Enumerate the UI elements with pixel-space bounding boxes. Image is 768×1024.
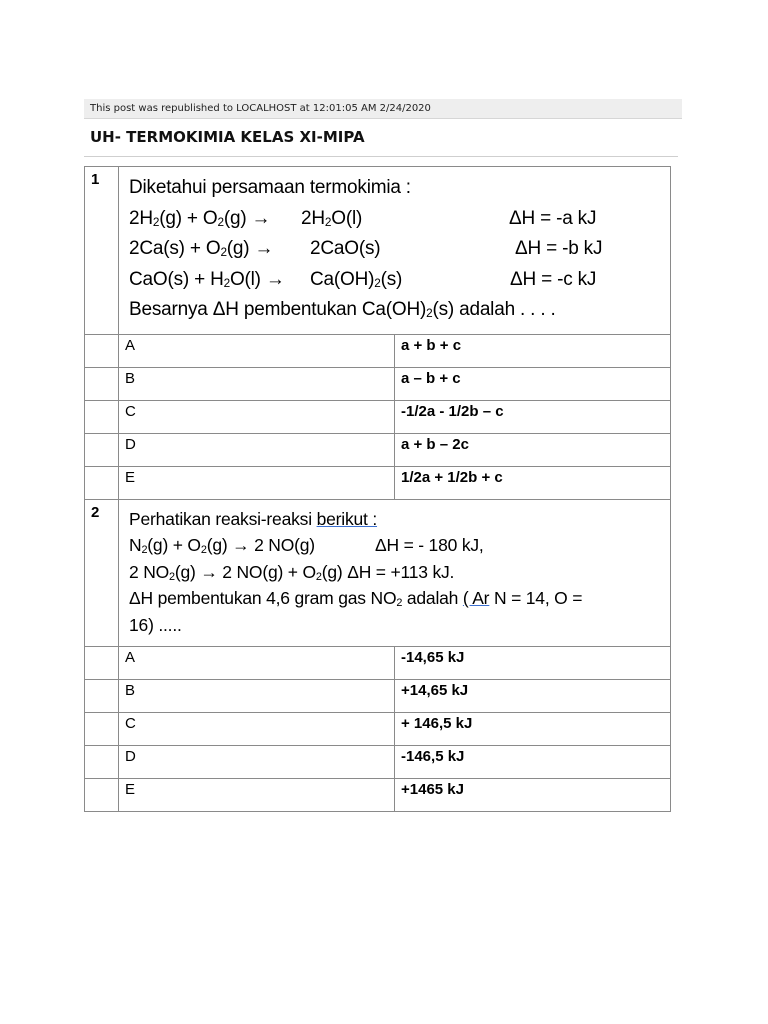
option-text: 1/2a + 1/2b + c	[395, 466, 671, 499]
equation-3: $CaO(s) + H_2O(l)$ → $Ca(OH)_2(s)$ ΔH = -c kJ	[129, 265, 660, 296]
question-row	[85, 499, 671, 647]
option-letter: E	[119, 779, 395, 812]
question-number: 2	[85, 499, 119, 647]
question-prompt-cont: 16) .....	[129, 614, 182, 635]
equation-1: $2H_2(g) + O_2(g)$ → $2H_2O(l)$ ΔH = -a kJ	[129, 204, 660, 235]
option-text: -14,65 kJ	[395, 647, 671, 680]
option-text: +1465 kJ	[395, 779, 671, 812]
question-text	[119, 167, 671, 335]
option-letter: C	[119, 713, 395, 746]
question-row	[85, 167, 671, 335]
equation-2: 2 $NO_2(g) \to 2$ $NO(g) + O_2(g) \Delta H = +113$ kJ.	[129, 561, 455, 583]
delta-h: ΔH = -b kJ	[515, 238, 603, 259]
option-text: +14,65 kJ	[395, 680, 671, 713]
option-letter: D	[119, 433, 395, 466]
option-letter: A	[119, 647, 395, 680]
option-letter: A	[119, 334, 395, 367]
option-letter: E	[119, 466, 395, 499]
option-row	[85, 367, 671, 400]
equation-1: $N_2(g) + O_2(g) \to 2$ NO(g) ΔH = - 180 kJ,	[129, 532, 660, 559]
republish-banner: This post was republished to LOCALHOST at 12:01:05 AM 2/24/2020	[84, 99, 682, 119]
question-prompt: Besarnya ΔH pembentukan $Ca(OH)_2(s)$ adalah . . . .	[129, 299, 556, 320]
option-text: a – b + c	[395, 367, 671, 400]
exam-table	[84, 166, 671, 812]
option-row	[85, 647, 671, 680]
option-row	[85, 433, 671, 466]
delta-h: ΔH = - 180 kJ,	[375, 535, 484, 555]
title-divider	[84, 156, 678, 157]
question-prompt: ΔH pembentukan 4,6 gram gas $NO_2$ adalah ( Ar N = 14, O =	[129, 588, 583, 609]
delta-h: ΔH = -c kJ	[510, 268, 597, 290]
option-text: + 146,5 kJ	[395, 713, 671, 746]
option-row	[85, 713, 671, 746]
page-title: UH- TERMOKIMIA KELAS XI-MIPA	[90, 128, 365, 146]
option-text: -1/2a - 1/2b – c	[395, 400, 671, 433]
option-row	[85, 680, 671, 713]
option-row	[85, 746, 671, 779]
question-intro: Perhatikan reaksi-reaksi berikut :	[129, 508, 378, 529]
option-row	[85, 466, 671, 499]
option-row	[85, 400, 671, 433]
option-text: a + b – 2c	[395, 433, 671, 466]
question-number: 1	[85, 167, 119, 335]
equation-2: $2Ca(s) + O_2(g)$ → 2CaO(s) ΔH = -b kJ	[129, 234, 660, 265]
option-row	[85, 334, 671, 367]
option-text: -146,5 kJ	[395, 746, 671, 779]
question-intro: Diketahui persamaan termokimia :	[129, 177, 411, 198]
question-text	[119, 499, 671, 647]
option-letter: B	[119, 680, 395, 713]
option-text: a + b + c	[395, 334, 671, 367]
option-letter: B	[119, 367, 395, 400]
option-letter: C	[119, 400, 395, 433]
delta-h: ΔH = -a kJ	[509, 207, 597, 229]
option-row	[85, 779, 671, 812]
option-letter: D	[119, 746, 395, 779]
